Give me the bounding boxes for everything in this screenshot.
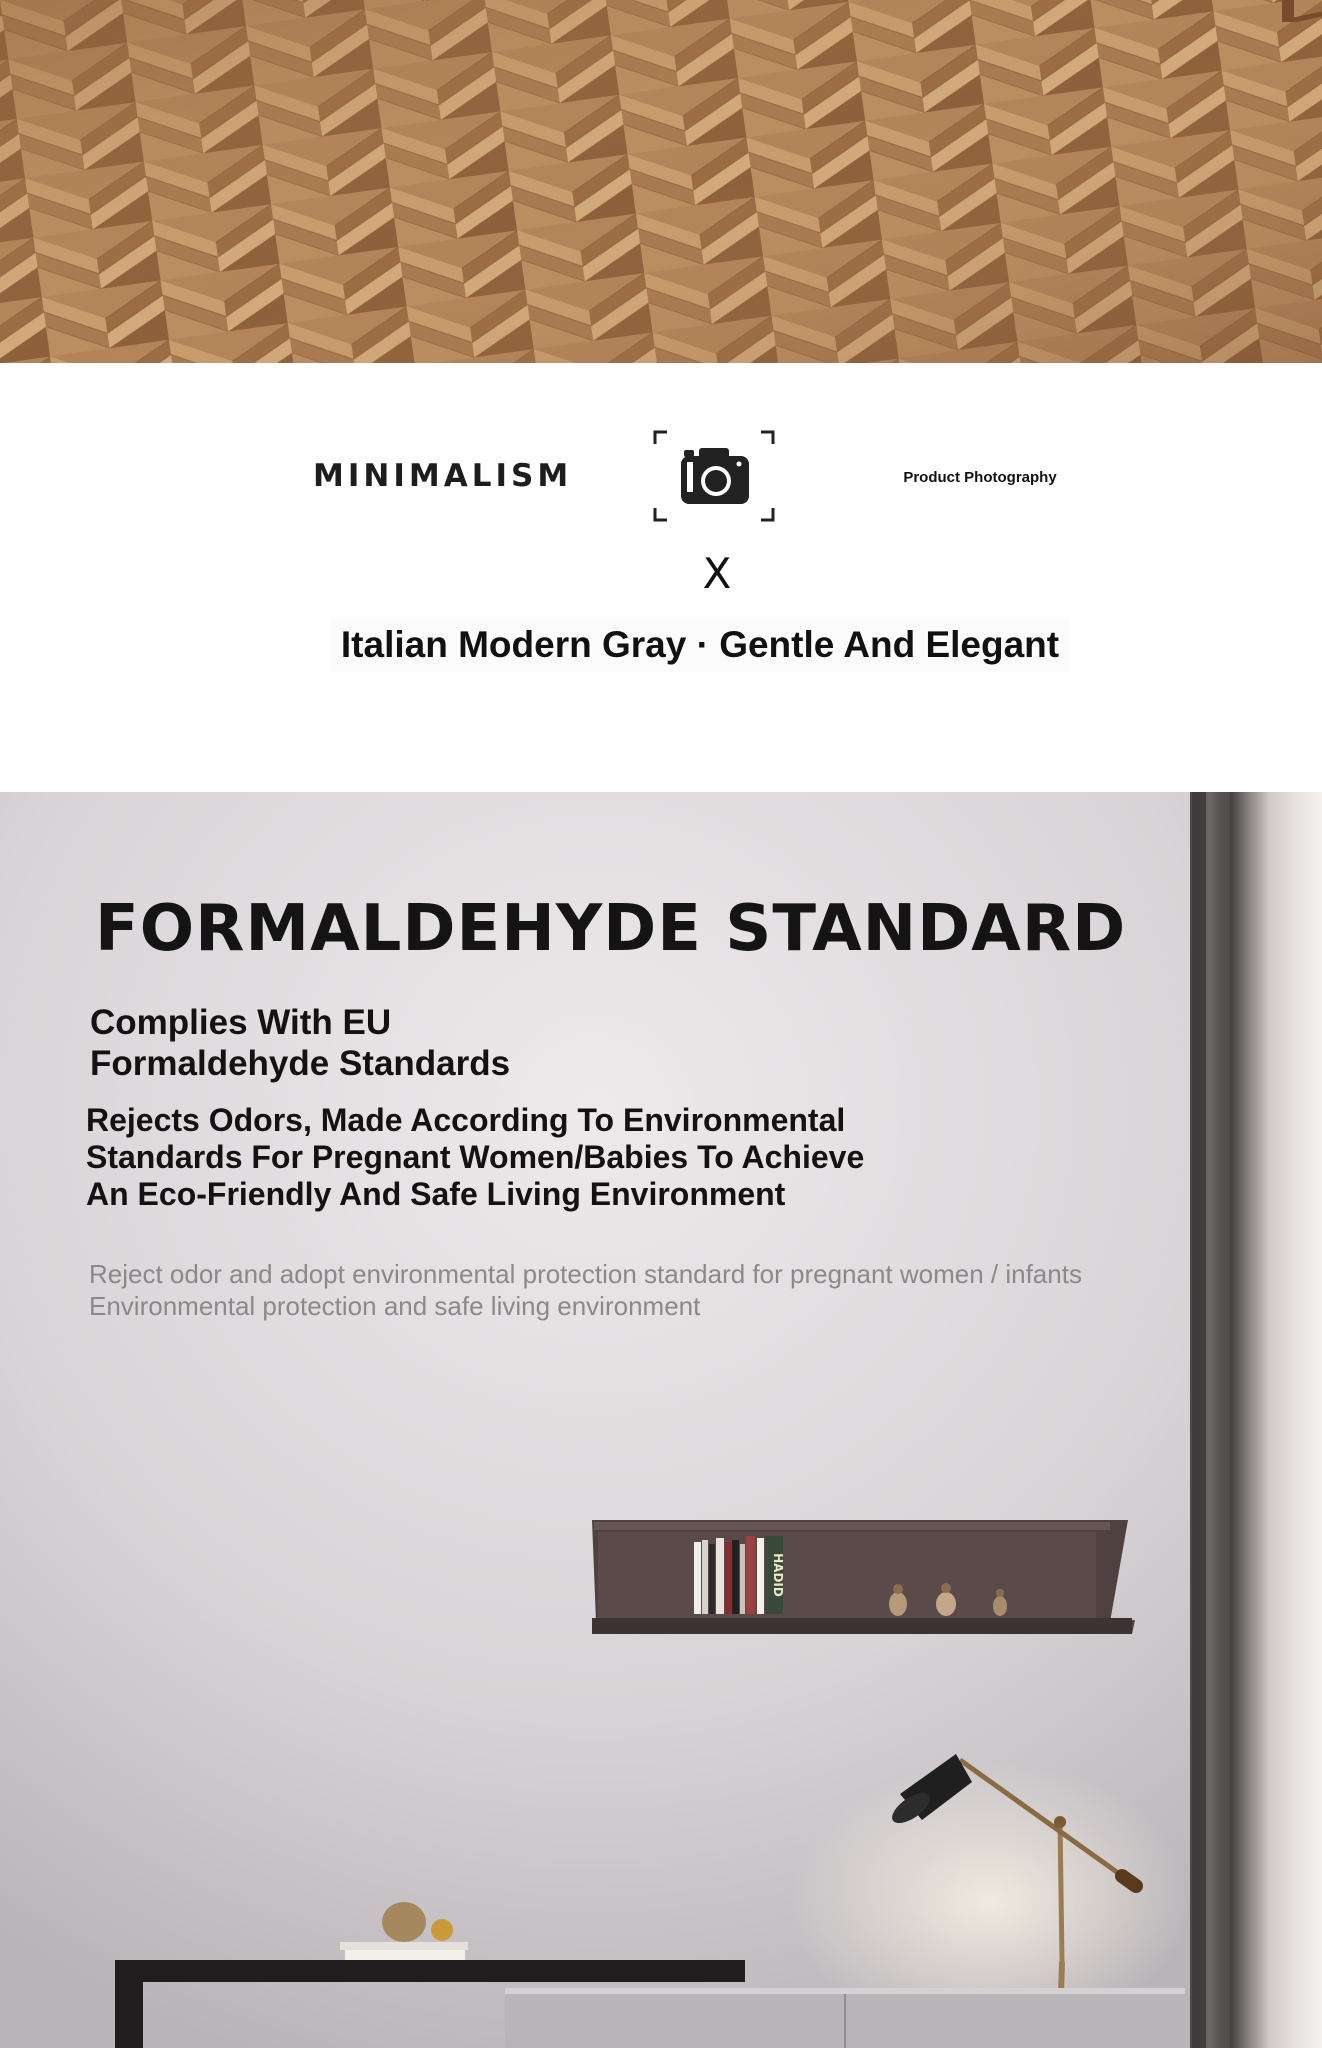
book-spine-text: HADID [771, 1553, 785, 1597]
product-photography-label: Product Photography [903, 469, 1057, 486]
eu-standard-subheading [90, 1002, 790, 1084]
english-line: Environmental protection and safe living environment [89, 1291, 701, 1321]
body-line: Rejects Odors, Made According To Environmental [86, 1102, 846, 1138]
x-mark: X [702, 549, 732, 598]
english-caption [89, 1258, 1119, 1322]
body-line: Standards For Pregnant Women/Babies To Achieve [86, 1139, 865, 1175]
room-scene [0, 792, 1322, 2048]
brand-strip [0, 363, 1322, 792]
english-line: Reject odor and adopt environmental protection standard for pregnant women / infants [89, 1259, 1082, 1289]
subheading-line: Formaldehyde Standards [90, 1044, 511, 1083]
camera-icon [653, 430, 775, 522]
floor-pattern [0, 0, 1322, 363]
herringbone-floor-photo [0, 0, 1322, 363]
living-room-photo [0, 792, 1322, 2048]
body-line: An Eco-Friendly And Safe Living Environment [86, 1176, 786, 1212]
eco-friendly-description [86, 1102, 986, 1213]
minimalism-label: MINIMALISM [313, 458, 573, 494]
formaldehyde-heading: FORMALDEHYDE STANDARD [95, 892, 1127, 966]
tagline: Italian Modern Gray · Gentle And Elegant [330, 618, 1070, 672]
subheading-line: Complies With EU [90, 1003, 392, 1042]
